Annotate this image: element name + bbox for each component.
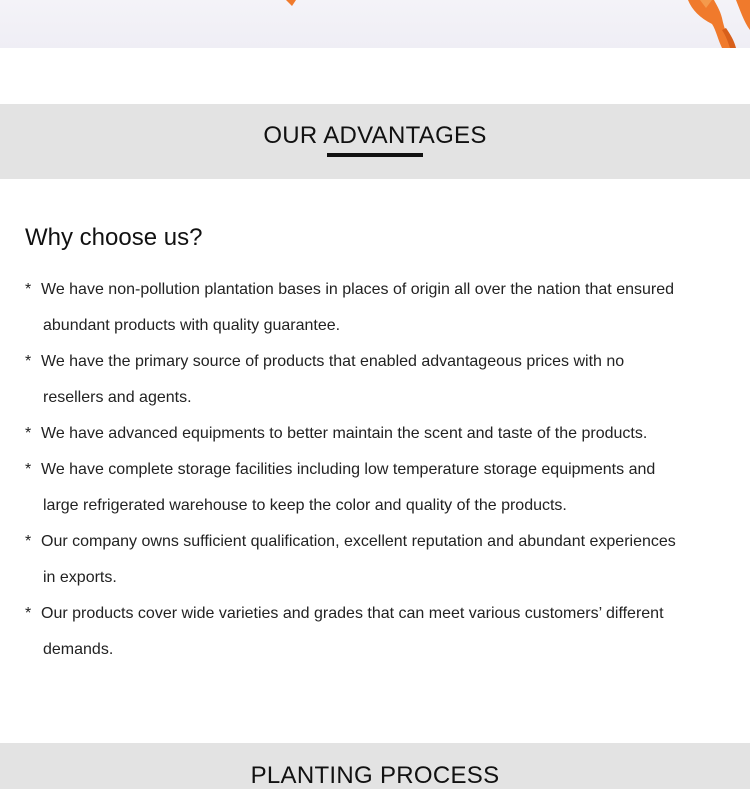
item-line: in exports. xyxy=(43,569,117,586)
list-item xyxy=(25,416,735,452)
list-item xyxy=(25,272,735,344)
advantages-title: OUR ADVANTAGES xyxy=(263,122,487,149)
bullet-icon: * xyxy=(25,353,32,370)
list-item xyxy=(25,596,735,668)
planting-title: PLANTING PROCESS xyxy=(250,762,500,789)
list-item xyxy=(25,452,735,524)
item-line: resellers and agents. xyxy=(43,389,192,406)
title-underline xyxy=(327,153,423,157)
bullet-icon: * xyxy=(25,281,32,298)
item-line: Our company owns sufficient qualification, excellent reputation and abundant experiences xyxy=(41,533,676,550)
list-item xyxy=(25,524,735,596)
item-line: We have the primary source of products that enabled advantageous prices with no xyxy=(41,353,625,370)
bullet-icon: * xyxy=(25,533,32,550)
list-item xyxy=(25,344,735,416)
item-line: large refrigerated warehouse to keep the color and quality of the products. xyxy=(43,497,567,514)
bullet-icon: * xyxy=(25,425,32,442)
planting-header-band xyxy=(0,743,750,789)
bullet-icon: * xyxy=(25,605,32,622)
hero-photo-strip xyxy=(0,0,750,48)
flower-image xyxy=(0,0,750,48)
item-line: We have advanced equipments to better maintain the scent and taste of the products. xyxy=(41,425,648,442)
bullet-icon: * xyxy=(25,461,32,478)
why-choose-us-heading: Why choose us? xyxy=(25,224,203,251)
item-line: demands. xyxy=(43,641,114,658)
item-line: Our products cover wide varieties and grades that can meet various customers’ different xyxy=(41,605,664,622)
item-line: abundant products with quality guarantee. xyxy=(43,317,341,334)
advantages-header-band xyxy=(0,104,750,179)
item-line: We have non-pollution plantation bases in places of origin all over the nation that ensured xyxy=(41,281,675,298)
item-line: We have complete storage facilities including low temperature storage equipments and xyxy=(41,461,656,478)
advantages-list xyxy=(25,272,735,668)
